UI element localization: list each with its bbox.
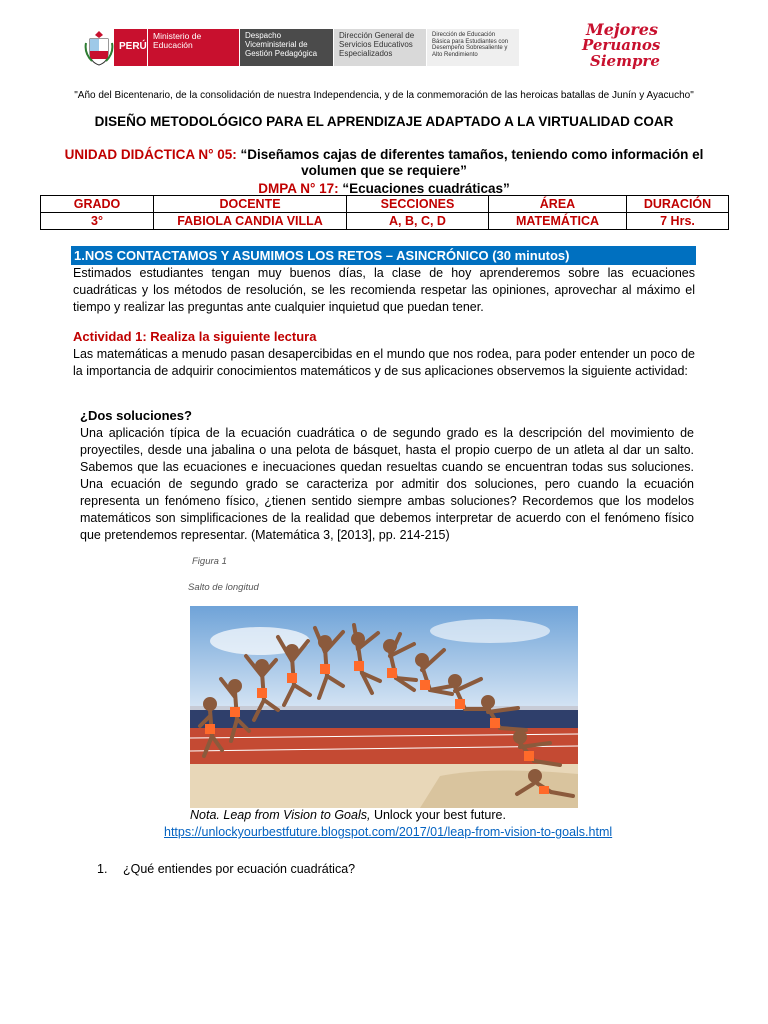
ministerio-label: Ministerio de Educación <box>147 29 239 66</box>
figure-note <box>190 808 590 822</box>
intro-paragraph: Estimados estudiantes tengan muy buenos días, la clase de hoy aprenderemos sobre las ecuaciones cuadráticas y los métodos de resolución, se les recomienda respetar las opiniones, aprovechar al máximo el tiempo y realizar las preguntas ante cualquier inquietud que puedan tener. <box>73 266 695 314</box>
header-duracion: DURACIÓN <box>627 196 729 213</box>
figure-caption: Salto de longitud <box>188 582 259 593</box>
header-secciones: SECCIONES <box>347 196 489 213</box>
direccion-general-label: Dirección General de Servicios Educativos Especializados <box>334 29 426 66</box>
section-title-bar: 1.NOS CONTACTAMOS Y ASUMIMOS LOS RETOS – ASINCRÓNICO (30 minutos) <box>71 246 696 265</box>
header-grado: GRADO <box>41 196 154 213</box>
reading-paragraph: Una aplicación típica de la ecuación cuadrática o de segundo grado es la descripción del movimiento de proyectiles, desde una jabalina o una pelota de básquet, hasta el propio cuerpo de un atleta al dar un salto. Sabemos que las ecuaciones e inecuaciones quedan resueltas cuando se encuentran todas sus soluciones. Una ecuación de segundo grado se caracteriza por admitir dos soluciones, pero cuando la ecuación representa un fenómeno físico, ¿tienen sentido siempre ambas soluciones? Recordemos que los modelos matemáticos son simplificaciones de la realidad que debemos interpretar de acuerdo con el fenómeno físico que pretendemos representar. (Matemática 3, [2013], pp. 214-215) <box>80 426 694 542</box>
question-number: 1. <box>97 862 108 876</box>
dmpa-label: DMPA N° 17: <box>258 181 339 196</box>
activity-title: Actividad 1: Realiza la siguiente lectura <box>73 329 317 344</box>
reading-title: ¿Dos soluciones? <box>80 408 192 423</box>
info-table-header-row <box>41 196 729 213</box>
question-text: ¿Qué entiendes por ecuación cuadrática? <box>123 862 356 876</box>
year-quote: "Año del Bicentenario, de la consolidación de nuestra Independencia, y de la conmemoración de las heroicas batallas de Junín y Ayacucho" <box>74 90 694 101</box>
note-italic-source: Leap from Vision to Goals, <box>223 808 371 822</box>
info-table <box>40 195 729 230</box>
header-docente: DOCENTE <box>154 196 347 213</box>
peru-coat-of-arms-icon <box>84 29 114 67</box>
direccion-educacion-label: Dirección de Educación Básica para Estudiantes con Desempeño Sobresaliente y Alto Rendimiento <box>427 29 519 66</box>
value-secciones: A, B, C, D <box>347 213 489 230</box>
note-label: Nota. <box>190 808 220 822</box>
document-title: DISEÑO METODOLÓGICO PARA EL APRENDIZAJE ADAPTADO A LA VIRTUALIDAD COAR <box>94 114 674 129</box>
logo-line-3: Siempre <box>590 52 660 70</box>
activity-paragraph: Las matemáticas a menudo pasan desapercibidas en el mundo que nos rodea, para poder entender un poco de la importancia de adquirir conocimientos matemáticos y de sus aplicaciones observemos la siguiente actividad: <box>73 347 695 378</box>
note-rest: Unlock your best future. <box>373 808 506 822</box>
despacho-label: Despacho Viceministerial de Gestión Pedagógica <box>240 29 333 66</box>
header-area: ÁREA <box>489 196 627 213</box>
dmpa-text: “Ecuaciones cuadráticas” <box>342 181 510 196</box>
info-table-value-row <box>41 213 729 230</box>
unit-text: “Diseñamos cajas de diferentes tamaños, teniendo como información el volumen que se requiere” <box>240 147 704 178</box>
long-jump-photo <box>190 606 578 808</box>
peru-label: PERÚ <box>114 29 147 66</box>
unit-heading <box>40 147 728 179</box>
dmpa-heading <box>40 181 728 196</box>
value-area: MATEMÁTICA <box>489 213 627 230</box>
value-docente: FABIOLA CANDIA VILLA <box>154 213 347 230</box>
source-link[interactable]: https://unlockyourbestfuture.blogspot.com/2017/01/leap-from-vision-to-goals.html <box>164 825 613 839</box>
mejores-peruanos-logo <box>578 20 661 72</box>
value-duracion: 7 Hrs. <box>627 213 729 230</box>
unit-label: UNIDAD DIDÁCTICA N° 05: <box>64 147 237 162</box>
logo-line-2: Peruanos <box>582 36 661 54</box>
logo-line-1: Mejores <box>586 20 658 39</box>
figure-number: Figura 1 <box>192 556 227 567</box>
value-grado: 3° <box>41 213 154 230</box>
